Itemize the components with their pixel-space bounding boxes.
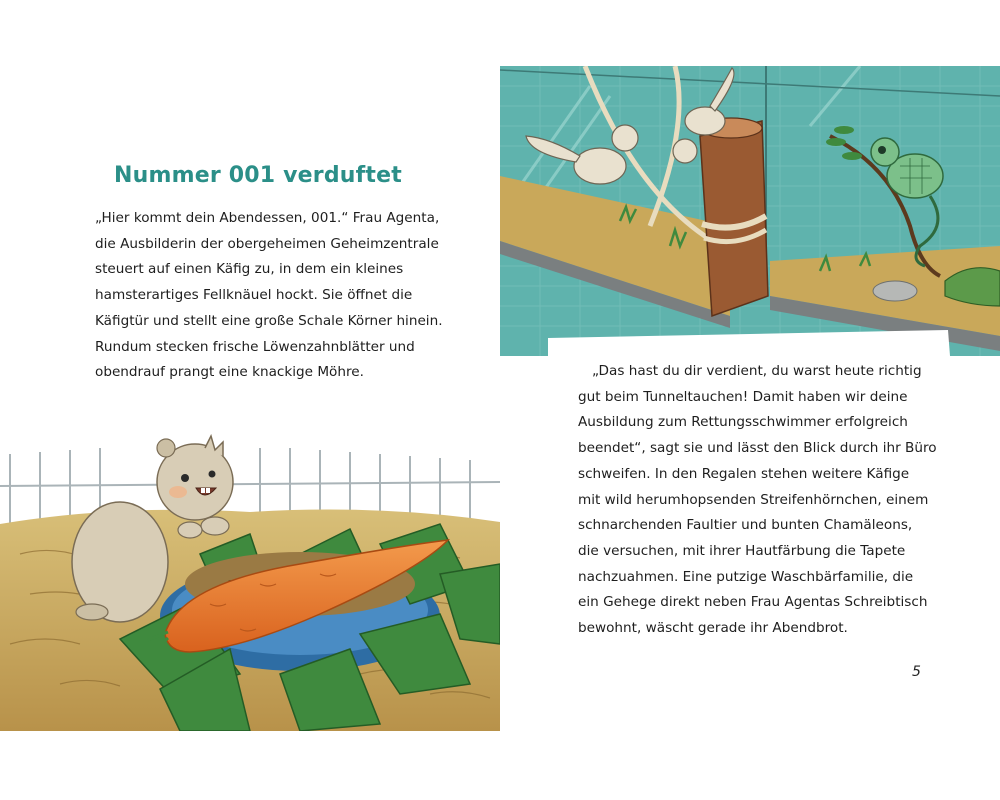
text-line: schweifen. In den Regalen stehen weitere Käfige	[578, 465, 910, 482]
page-number: 5	[912, 664, 921, 680]
cage-illustration	[500, 66, 1000, 356]
text-line: die versuchen, mit ihrer Hautfärbung die Tapete	[578, 542, 906, 559]
text-line: obendrauf prangt eine knackige Möhre.	[95, 364, 364, 381]
text-line: gut beim Tunneltauchen! Damit haben wir deine	[578, 388, 908, 405]
left-paragraph	[95, 206, 443, 386]
text-line: ein Gehege direkt neben Frau Agentas Schreibtisch	[578, 594, 928, 611]
text-line: Ausbildung zum Rettungsschwimmer erfolgreich	[578, 414, 908, 431]
right-page	[500, 0, 1000, 800]
text-line: die Ausbilderin der obergeheimen Geheimzentrale	[95, 235, 439, 252]
tree-stump	[700, 118, 768, 316]
chapter-title: Nummer 001 verduftet	[114, 162, 402, 188]
text-line: Rundum stecken frische Löwenzahnblätter und	[95, 338, 415, 355]
hamster-illustration	[0, 434, 500, 731]
right-paragraph	[578, 359, 937, 642]
text-line: mit wild herumhopsenden Streifenhörnchen, einem	[578, 491, 929, 508]
text-line: „Hier kommt dein Abendessen, 001.“ Frau Agenta,	[95, 210, 440, 226]
text-line: beendet“, sagt sie und lässt den Blick durch ihr Büro	[578, 440, 937, 457]
text-line: Käfigtür und stellt eine große Schale Körner hinein.	[95, 312, 443, 329]
text-line: steuert auf einen Käfig zu, in dem ein kleines	[95, 261, 404, 278]
text-line: bewohnt, wäscht gerade ihr Abendbrot.	[578, 620, 848, 637]
text-line: hamsterartiges Fellknäuel hockt. Sie öffnet die	[95, 287, 413, 304]
text-line: nachzuahmen. Eine putzige Waschbärfamilie, die	[578, 568, 914, 585]
text-line: „Das hast du dir verdient, du warst heute richtig	[592, 363, 922, 379]
text-line: schnarchenden Faultier und bunten Chamäleons,	[578, 517, 913, 534]
